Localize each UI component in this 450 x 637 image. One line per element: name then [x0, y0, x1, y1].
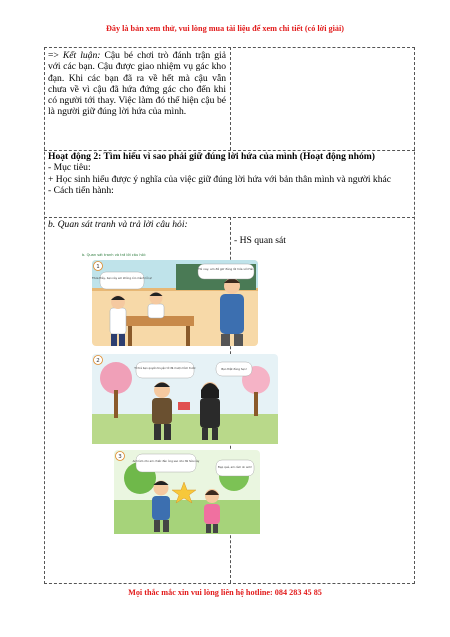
bubble-student-1: [92, 272, 152, 289]
panel-2-number: 2: [96, 358, 100, 364]
bubble-panel-3-left: [133, 454, 200, 472]
conclusion-text: Cậu bé chơi trò đánh trận giả với các bạn. Cậu được giao nhiệm vụ gác kho đạn. Khi các bạn đã ra về hết mà cậu vẫn chưa về vì cậu đã hứa đứng gác cho đến khi có người tới thay. Việc làm đó thể hiện cậu bé là người giữ đúng lời hứa của mình.: [48, 50, 226, 118]
table-border-left: [44, 47, 45, 584]
conclusion-label: Kết luận:: [62, 50, 101, 61]
bubble-panel-3-right: [216, 460, 254, 476]
bubble-panel-2-left: [134, 362, 196, 378]
conclusion-prefix: =>: [48, 50, 63, 61]
figure-caption: b. Quan sát tranh và trả lời câu hỏi:: [82, 253, 147, 257]
task-instruction: b. Quan sát tranh và trả lời câu hỏi:: [48, 219, 188, 230]
lesson-table: [44, 47, 415, 584]
svg-text:Anh làm cho em chiếc đèn ông s: Anh làm cho em chiếc đèn ông sao như đã hứa này: [132, 460, 200, 463]
table-border-bottom: [44, 583, 415, 584]
column-divider-top: [230, 47, 231, 150]
panel-3-garden: [114, 450, 260, 534]
hotline-notice: Mọi thắc mắc xin vui lòng liên hệ hotline: 084 283 45 85: [128, 588, 322, 597]
table-border-right: [414, 47, 415, 584]
svg-text:Tớ trả bạn quyển truyện tớ đã: Tớ trả bạn quyển truyện tớ đã mượn hôm trước: [134, 367, 196, 370]
panel-1-classroom: [92, 260, 258, 346]
panel-3-number: 3: [118, 454, 122, 460]
preview-notice: Đây là bản xem thử, vui lòng mua tài liệu để xem chi tiết (có lời giải): [105, 24, 344, 33]
svg-text:Đẹp quá, em cảm ơn anh!: Đẹp quá, em cảm ơn anh!: [218, 466, 252, 469]
student-boy-sitting: [148, 292, 164, 319]
activity-block: [48, 151, 412, 196]
bubble-teacher: [197, 264, 254, 279]
svg-text:Thưa thầy, bạn này em không cò: Thưa thầy, bạn này em không còn mảnh lỗi ạ!: [91, 277, 153, 280]
conclusion-paragraph: [48, 50, 226, 118]
activity-title: Hoạt động 2: Tìm hiểu vì sao phải giữ đúng lời hứa của mình (Hoạt động nhóm): [48, 151, 375, 162]
svg-text:Bạn thật đúng hẹn!: Bạn thật đúng hẹn!: [221, 368, 247, 371]
panel-1-number: 1: [96, 264, 100, 270]
goal-text: + Học sinh hiểu được ý nghĩa của việc giữ đúng lời hứa với bản thân mình và người khác: [48, 173, 392, 185]
textbook-illustration: [80, 250, 278, 534]
goal-label: - Mục tiêu:: [48, 162, 91, 174]
panel-2-schoolyard: [92, 354, 278, 444]
svg-text:Tối nay, em để giữ đúng lời hứ: Tối nay, em để giữ đúng lời hứa với Hải.: [198, 267, 254, 271]
student-observation-note: - HS quan sát: [234, 235, 286, 246]
method-label: - Cách tiến hành:: [48, 184, 114, 196]
bubble-panel-2-right: [216, 362, 252, 376]
